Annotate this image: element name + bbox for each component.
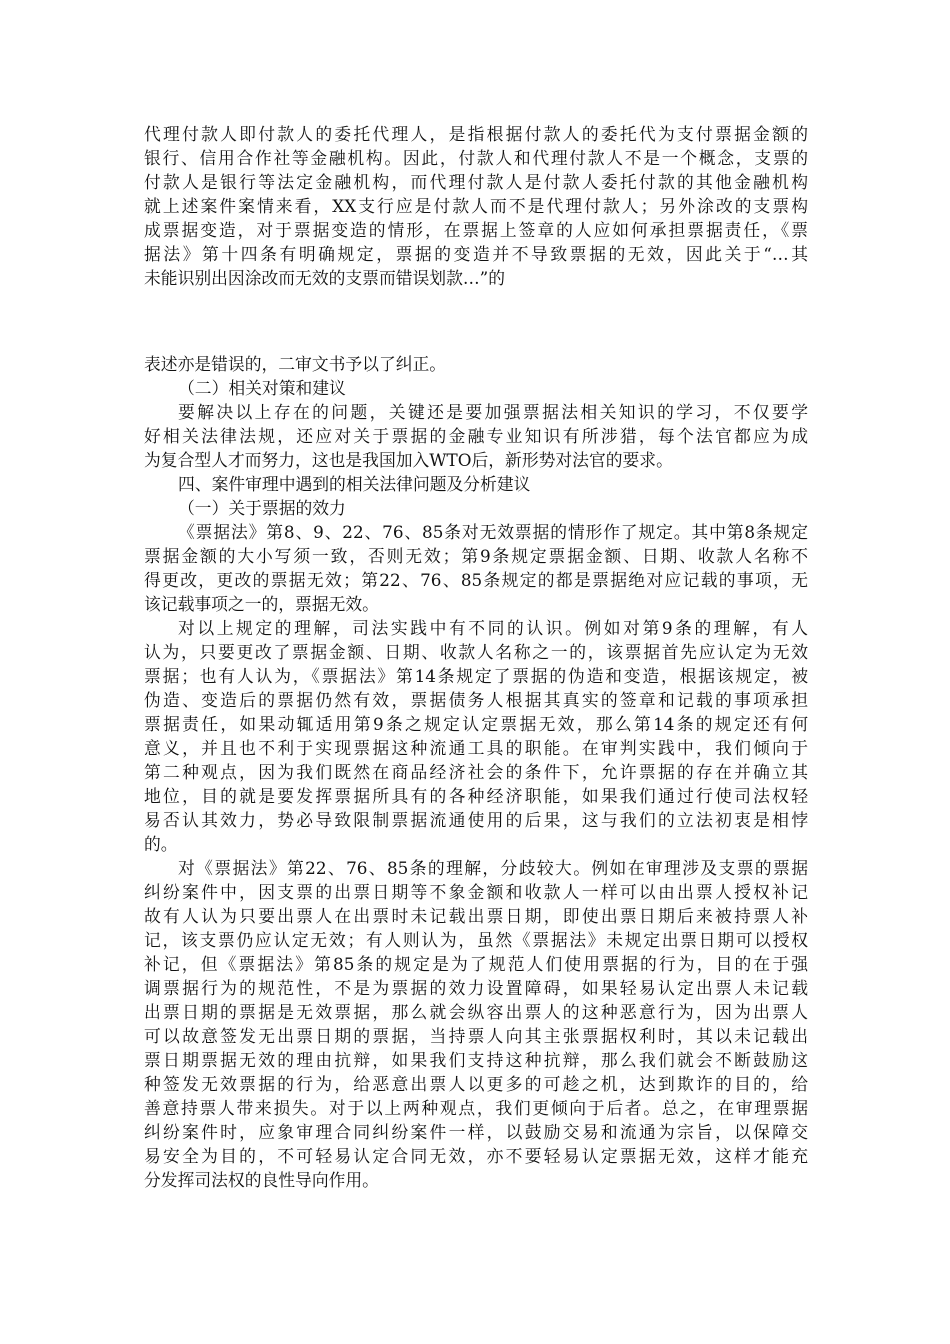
text-line: 伪造、变造后的票据仍然有效，票据债务人根据其真实的签章和记载的事项承担 [144,690,808,710]
text-line: 纠纷案件中，因支票的出票日期等不象金额和收款人一样可以由出票人授权补记 [144,882,808,902]
text-line: 未能识别出因涂改而无效的支票而错误划款…”的 [144,268,505,288]
text-line: 票据；也有人认为，《票据法》第14条规定了票据的伪造和变造，根据该规定，被 [144,666,808,686]
paragraph-block-main [144,352,808,1192]
text-line: 对以上规定的理解，司法实践中有不同的认识。例如对第9条的理解，有人 [178,618,808,638]
text-line: 成票据变造，对于票据变造的情形，在票据上签章的人应如何承担票据责任，《票 [144,220,808,240]
text-line: 故有人认为只要出票人在出票时未记载出票日期，即使出票日期后来被持票人补 [144,906,808,926]
text-line: 纠纷案件时，应象审理合同纠纷案件一样，以鼓励交易和流通为宗旨，以保障交 [144,1122,808,1142]
text-line: 票据责任，如果动辄适用第9条之规定认定票据无效，那么第14条的规定还有何 [144,714,808,734]
text-line: 出票日期的票据是无效票据，那么就会纵容出票人的这种恶意行为，因为出票人 [144,1002,808,1022]
section-heading-legal-issues: 四、案件审理中遇到的相关法律问题及分析建议 [178,474,531,494]
text-line: 易安全为目的，不可轻易认定合同无效，亦不要轻易认定票据无效，这样才能充 [144,1146,808,1166]
text-line: 银行、信用合作社等金融机构。因此，付款人和代理付款人不是一个概念，支票的 [144,148,808,168]
text-line: 得更改，更改的票据无效；第22、76、85条规定的都是票据绝对应记载的事项，无 [144,570,808,590]
section-heading-validity: （一）关于票据的效力 [178,498,346,518]
text-line: 分发挥司法权的良性导向作用。 [144,1170,379,1190]
text-line: 就上述案件案情来看，XX支行应是付款人而不是代理付款人；另外涂改的支票构 [144,196,808,216]
text-line: 为复合型人才而努力，这也是我国加入WTO后，新形势对法官的要求。 [144,450,673,470]
text-line: 调票据行为的规范性，不是为票据的效力设置障碍，如果轻易认定出票人未记载 [144,978,808,998]
text-line: 付款人是银行等法定金融机构，而代理付款人是付款人委托付款的其他金融机构 [144,172,808,192]
text-line: 票据金额的大小写须一致，否则无效；第9条规定票据金额、日期、收款人名称不 [144,546,808,566]
text-line: 该记载事项之一的，票据无效。 [144,594,379,614]
text-line: 意义，并且也不利于实现票据这种流通工具的职能。在审判实践中，我们倾向于 [144,738,808,758]
text-line: 易否认其效力，势必导致限制票据流通使用的后果，这与我们的立法初衷是相悖 [144,810,808,830]
text-line: 第二种观点，因为我们既然在商品经济社会的条件下，允许票据的存在并确立其 [144,762,808,782]
text-line: 好相关法律法规，还应对关于票据的金融专业知识有所涉猎，每个法官都应为成 [144,426,808,446]
text-line: 可以故意签发无出票日期的票据，当持票人向其主张票据权利时，其以未记载出 [144,1026,808,1046]
text-line: 票日期票据无效的理由抗辩，如果我们支持这种抗辩，那么我们就会不断鼓励这 [144,1050,808,1070]
text-line: 的。 [144,834,178,854]
text-line: 补记，但《票据法》第85条的规定是为了规范人们使用票据的行为，目的在于强 [144,954,808,974]
section-heading-countermeasures: （二）相关对策和建议 [178,378,346,398]
text-line: 代理付款人即付款人的委托代理人，是指根据付款人的委托代为支付票据金额的 [144,124,808,144]
text-line: 对《票据法》第22、76、85条的理解，分歧较大。例如在审理涉及支票的票据 [178,858,808,878]
text-line: 据法》第十四条有明确规定，票据的变造并不导致票据的无效，因此关于“…其 [144,244,808,264]
paragraph-block-top [144,122,808,290]
text-line: 善意持票人带来损失。对于以上两种观点，我们更倾向于后者。总之，在审理票据 [144,1098,808,1118]
text-line: 要解决以上存在的问题，关键还是要加强票据法相关知识的学习，不仅要学 [178,402,808,422]
text-line: 认为，只要更改了票据金额、日期、收款人名称之一的，该票据首先应认定为无效 [144,642,808,662]
text-line: 《票据法》第8、9、22、76、85条对无效票据的情形作了规定。其中第8条规定 [178,522,808,542]
text-line: 地位，目的就是要发挥票据所具有的各种经济职能，如果我们通过行使司法权轻 [144,786,808,806]
text-line: 表述亦是错误的，二审文书予以了纠正。 [144,354,447,374]
text-line: 种签发无效票据的行为，给恶意出票人以更多的可趁之机，达到欺诈的目的，给 [144,1074,808,1094]
text-line: 记，该支票仍应认定无效；有人则认为，虽然《票据法》未规定出票日期可以授权 [144,930,808,950]
